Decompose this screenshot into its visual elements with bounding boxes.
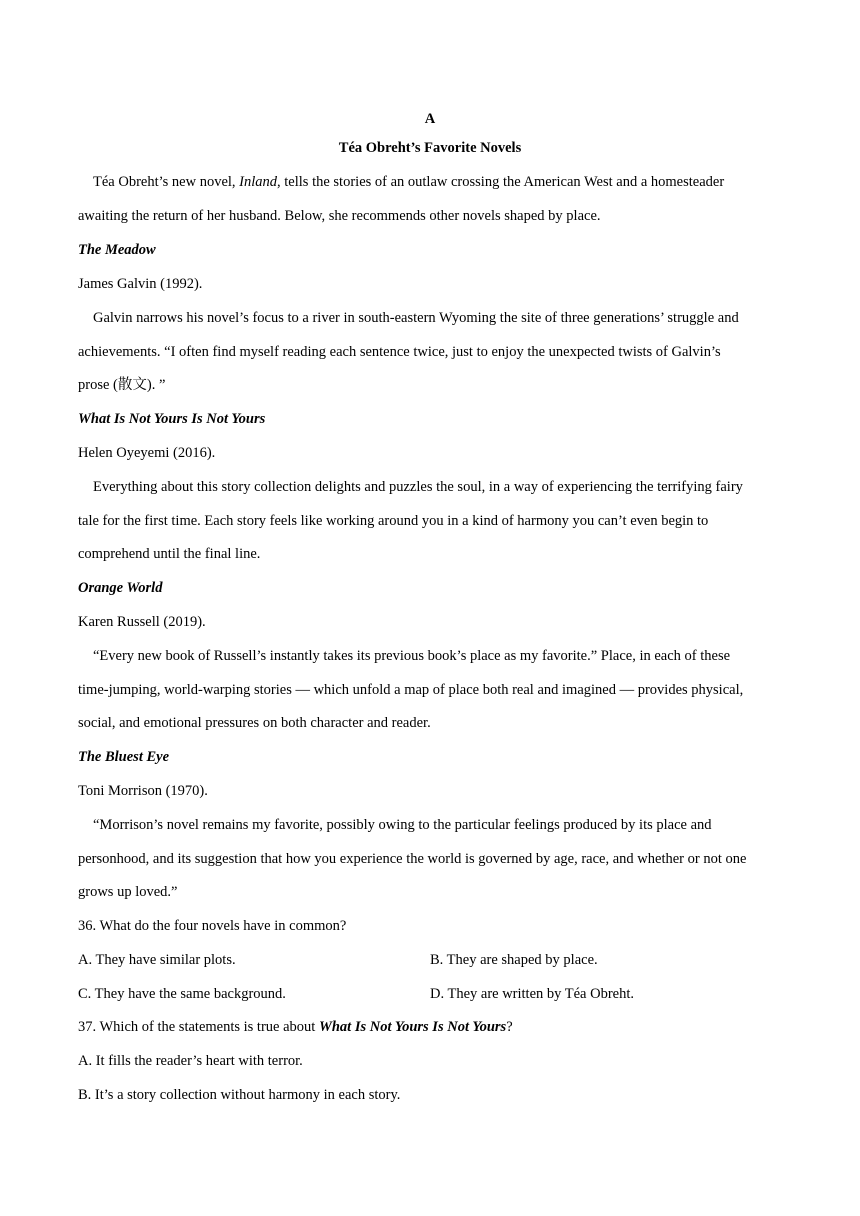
q36-option-c: C. They have the same background. — [78, 986, 286, 1002]
q37-option-b: B. It’s a story collection without harmony in each story. — [78, 1087, 401, 1103]
book-title: The Bluest Eye — [78, 749, 170, 765]
book-title: The Meadow — [78, 242, 156, 258]
book-description-line: “Morrison’s novel remains my favorite, possibly owing to the particular feelings produced by its place and — [93, 817, 712, 833]
q36-option-d: D. They are written by Téa Obreht. — [430, 986, 635, 1002]
book-author: Helen Oyeyemi (2016). — [78, 445, 216, 461]
passage-title: Téa Obreht’s Favorite Novels — [338, 140, 522, 156]
book-description-line: tale for the first time. Each story feels like working around you in a kind of harmony you can’t even begin to — [78, 513, 709, 529]
q37-option-a: A. It fills the reader’s heart with terror. — [78, 1053, 303, 1069]
book-description-line: time-jumping, world-warping stories — which unfold a map of place both real and imagined — provides physical, — [78, 682, 744, 698]
intro-line-2: awaiting the return of her husband. Below, she recommends other novels shaped by place. — [78, 208, 601, 224]
book-author: Toni Morrison (1970). — [78, 783, 208, 799]
book-description-line: Everything about this story collection delights and puzzles the soul, in a way of experiencing the terrifying fairy — [93, 479, 743, 495]
book-description-line: Galvin narrows his novel’s focus to a river in south-eastern Wyoming the site of three generations’ struggle and — [93, 310, 739, 326]
book-description-line: “Every new book of Russell’s instantly takes its previous book’s place as my favorite.” Place, in each of these — [93, 648, 731, 664]
book-description-line: prose (散文). ” — [78, 377, 166, 393]
novel-title-inland: Inland — [239, 174, 278, 190]
intro-line-1 — [93, 172, 724, 192]
book-description-line: social, and emotional pressures on both character and reader. — [78, 715, 431, 731]
intro-text: Téa Obreht’s new novel, — [93, 174, 240, 190]
question-36-stem: 36. What do the four novels have in common? — [78, 918, 347, 934]
question-37-stem — [78, 1017, 513, 1037]
section-letter: A — [424, 111, 436, 127]
book-author: Karen Russell (2019). — [78, 614, 206, 630]
book-description-line: grows up loved.” — [78, 884, 178, 900]
question-text: 37. Which of the statements is true about — [78, 1019, 319, 1035]
book-title: Orange World — [78, 580, 163, 596]
intro-text: , tells the stories of an outlaw crossing the American West and a homesteader — [277, 174, 725, 190]
question-book-title: What Is Not Yours Is Not Yours — [318, 1019, 507, 1035]
q36-option-b: B. They are shaped by place. — [430, 952, 598, 968]
book-description-line: personhood, and its suggestion that how you experience the world is governed by age, race, and whether or not one — [78, 851, 747, 867]
book-description-line: comprehend until the final line. — [78, 546, 261, 562]
q36-option-a: A. They have similar plots. — [78, 952, 236, 968]
book-description-line: achievements. “I often find myself reading each sentence twice, just to enjoy the unexpected twists of Galvin’s — [78, 344, 721, 360]
book-author: James Galvin (1992). — [78, 276, 203, 292]
question-text: ? — [506, 1019, 513, 1035]
book-title: What Is Not Yours Is Not Yours — [78, 411, 266, 427]
